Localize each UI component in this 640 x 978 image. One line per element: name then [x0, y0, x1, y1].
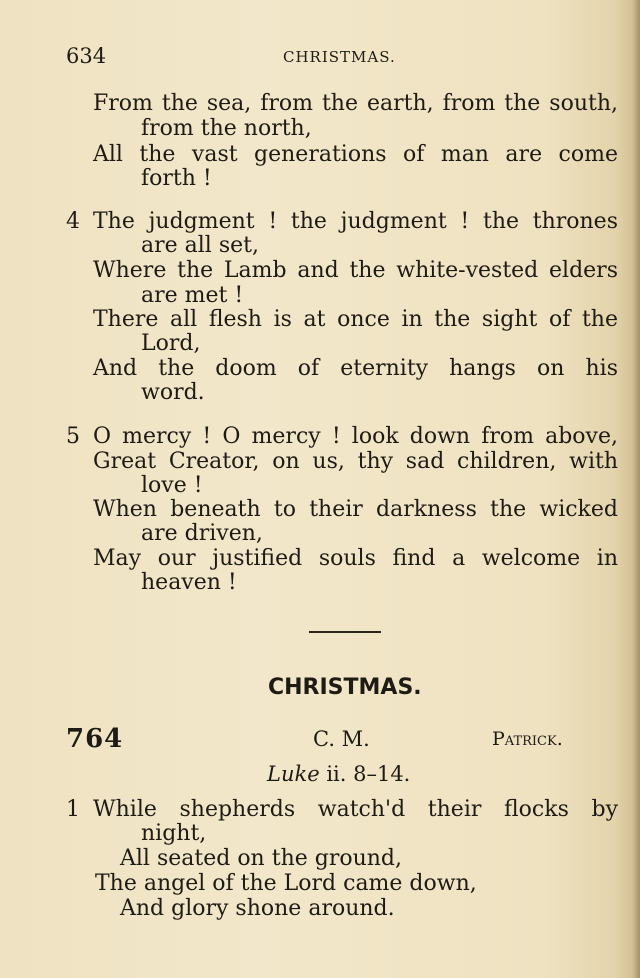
text-line: When beneath to their darkness the wicked	[93, 497, 618, 522]
page-edge-shadow	[632, 0, 640, 978]
text-line: There all flesh is at once in the sight of the	[93, 307, 618, 332]
text-line: And the doom of eternity hangs on his	[93, 356, 618, 381]
section-divider	[309, 631, 381, 633]
verse-number: 1	[66, 797, 80, 822]
section-title: CHRISTMAS.	[268, 675, 422, 700]
text-line: Lord,	[141, 331, 201, 356]
scripture-reference	[267, 762, 410, 786]
text-line: The angel of the Lord came down,	[95, 871, 477, 896]
text-line: Great Creator, on us, thy sad children, with	[93, 449, 618, 474]
hymn-number: 764	[66, 724, 124, 754]
verse-number: 5	[66, 424, 80, 449]
text-line: love !	[141, 473, 203, 498]
text-line: are met !	[141, 283, 244, 308]
scripture-verses: ii. 8–14.	[326, 762, 411, 786]
text-line: heaven !	[141, 570, 237, 595]
page-number: 634	[66, 44, 107, 68]
scripture-book: Luke	[267, 762, 320, 786]
text-line: All the vast generations of man are come	[93, 142, 618, 167]
text-line: May our justified souls find a welcome in	[93, 546, 618, 571]
tune-name: Patrick.	[492, 728, 563, 750]
text-line: word.	[141, 380, 205, 405]
text-line: Where the Lamb and the white-vested elders	[93, 258, 618, 283]
text-line: O mercy ! O mercy ! look down from above,	[93, 424, 618, 449]
text-line: And glory shone around.	[120, 896, 395, 921]
text-line: From the sea, from the earth, from the south,	[93, 91, 618, 116]
text-line: are driven,	[141, 521, 263, 546]
text-line: forth !	[141, 166, 212, 191]
verse-number: 4	[66, 209, 80, 234]
text-line: While shepherds watch'd their flocks by	[93, 797, 618, 822]
running-head: CHRISTMAS.	[283, 48, 396, 66]
text-line: are all set,	[141, 233, 259, 258]
text-line: The judgment ! the judgment ! the thrones	[93, 209, 618, 234]
text-line: from the north,	[141, 116, 312, 141]
hymn-meter: C. M.	[313, 727, 370, 751]
text-line: night,	[141, 821, 207, 846]
text-line: All seated on the ground,	[120, 846, 403, 871]
